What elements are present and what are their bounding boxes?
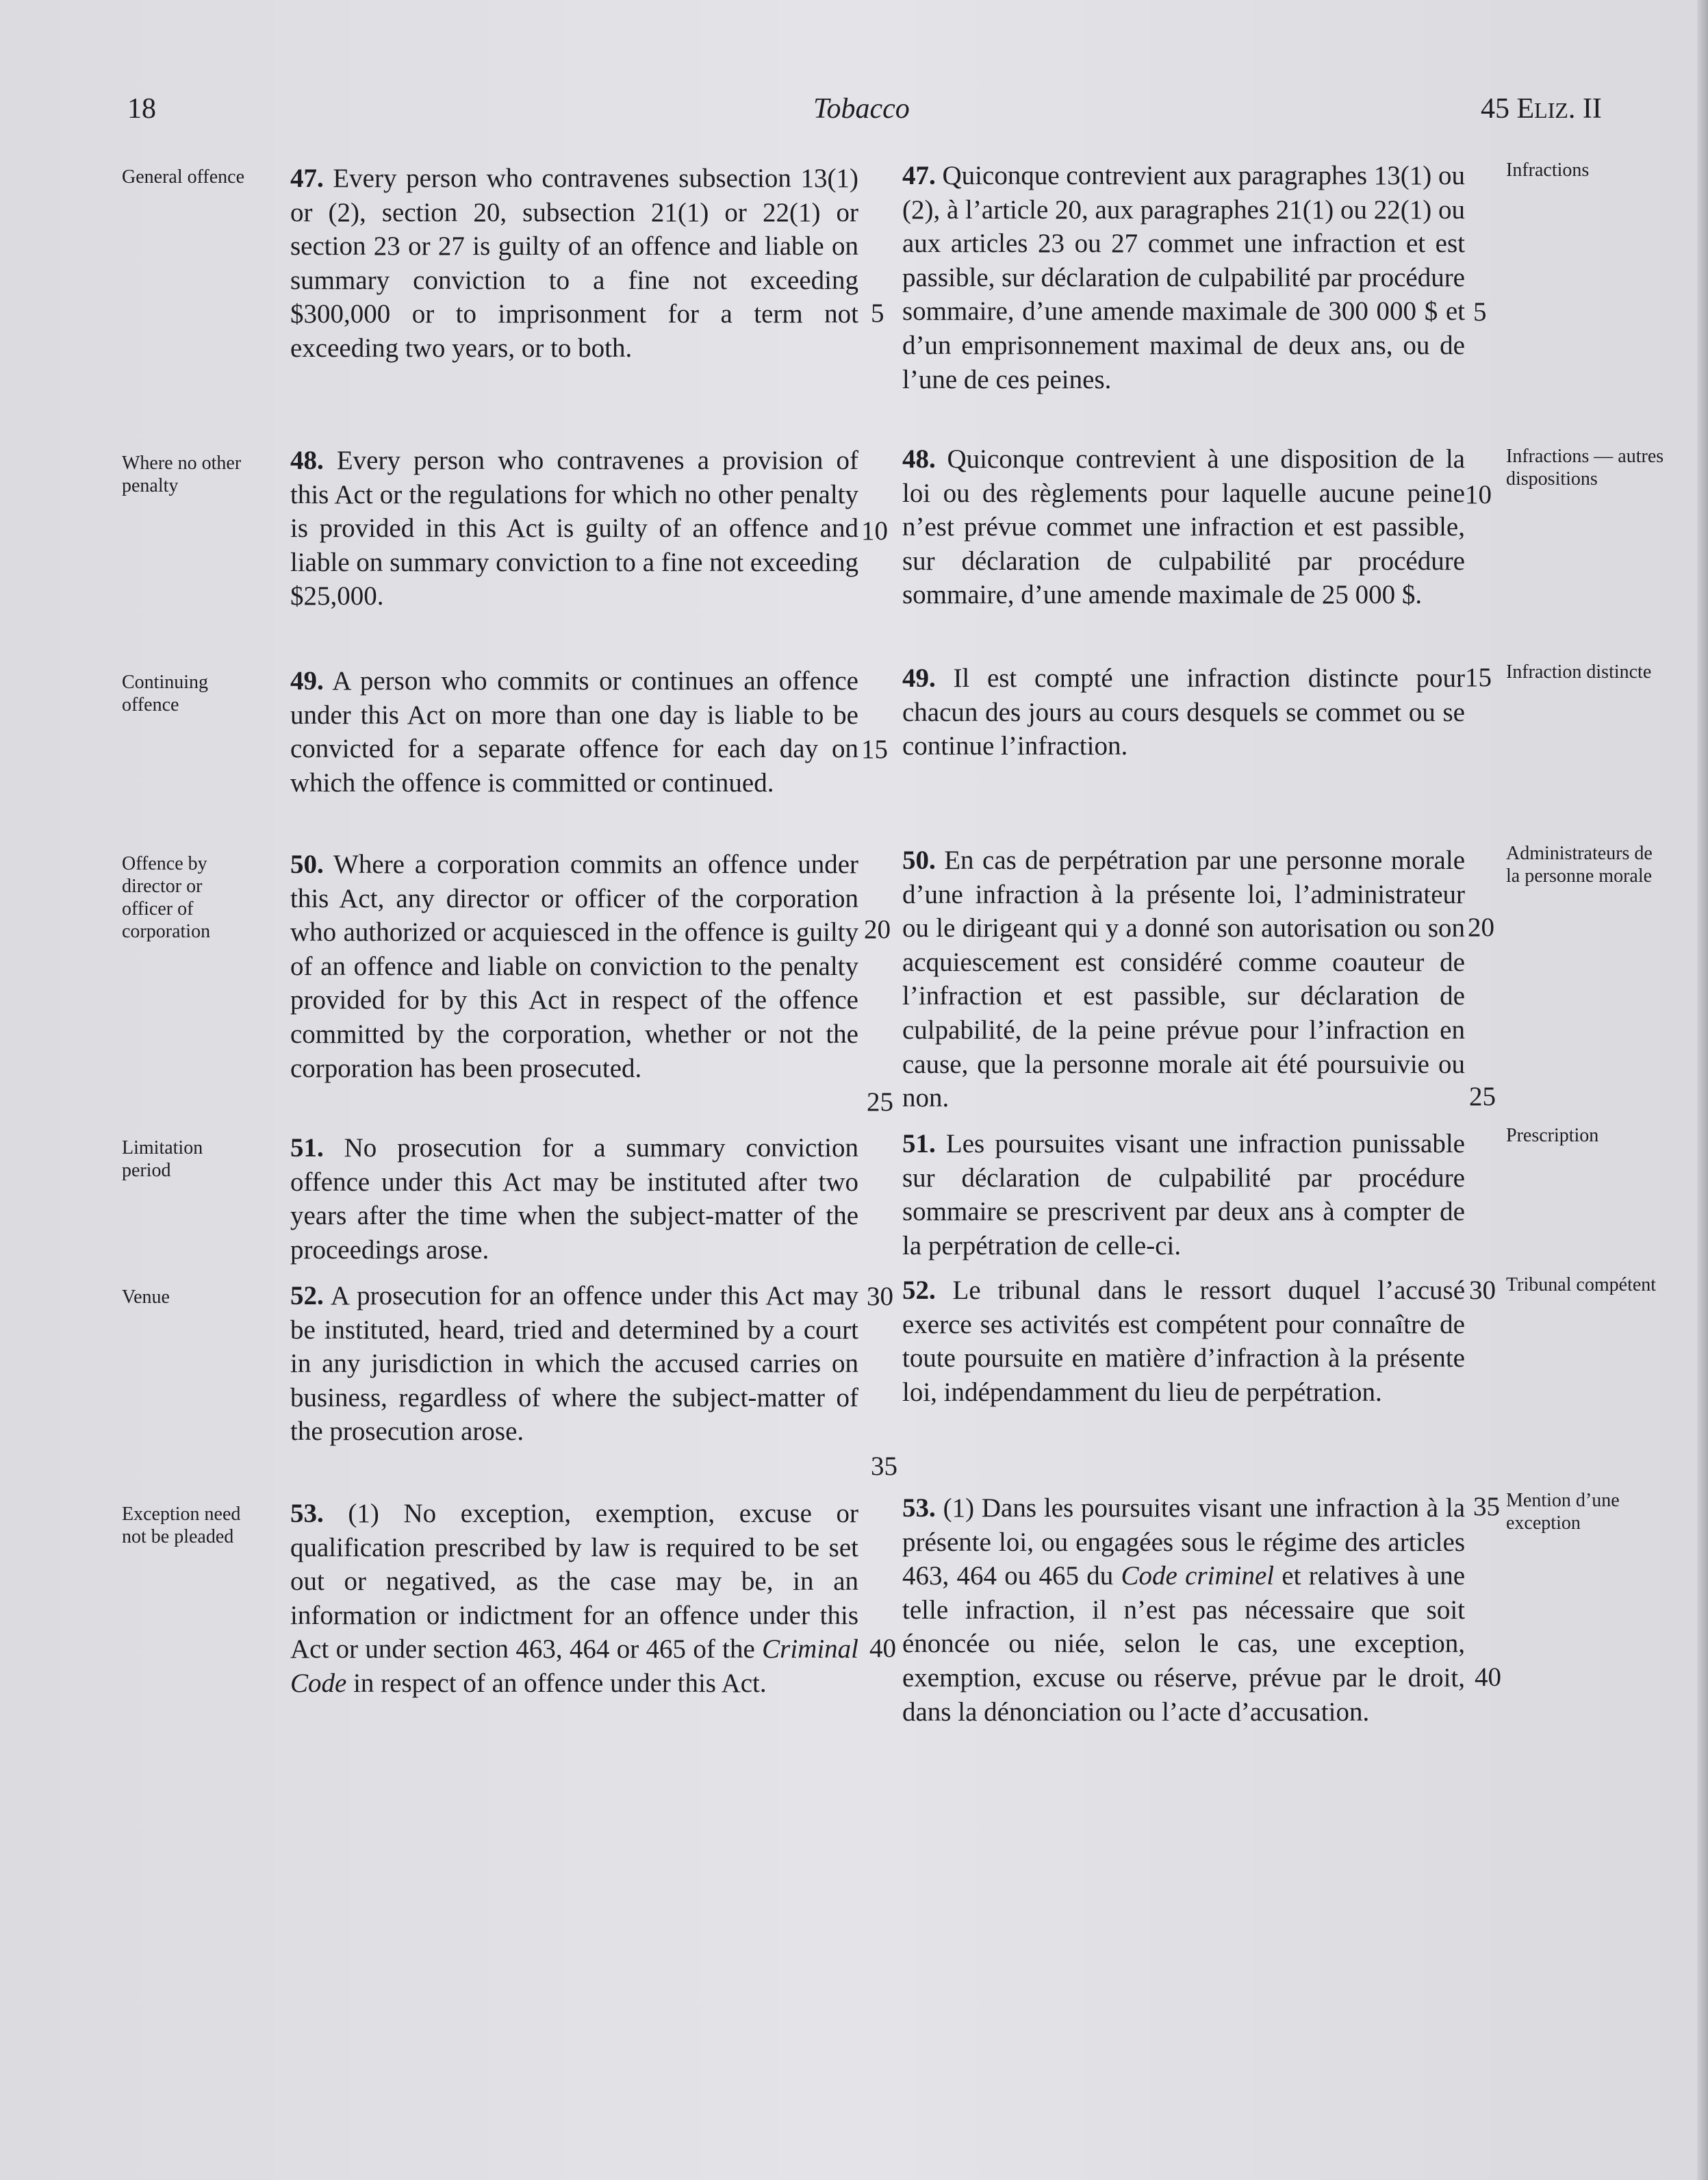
line-number-en: 40 [869,1634,896,1663]
section-50-fr [902,844,1465,1115]
line-number-en: 25 [867,1087,893,1117]
page-number: 18 [127,93,156,125]
section-text: Every person who contravenes a provision of this Act or the regulations for which no other penalty is provided in this Act is guilty of an offence and liable on summary conviction to a fine not exceeding $25,000. [290,446,858,611]
running-title: Tobacco [813,93,910,125]
section-number: 48. [290,446,324,475]
section-51-en [290,1131,858,1267]
marginal-note-fr-50: Administrateurs de la personne morale [1506,843,1653,887]
section-number: 52. [902,1276,936,1305]
section-number: 51. [290,1133,324,1163]
marginal-note-fr-53: Mention d’une exception [1506,1490,1620,1534]
section-number: 49. [902,663,936,693]
marginal-note-fr-52: Tribunal compétent [1506,1274,1657,1295]
line-number-fr: 10 [1465,480,1492,509]
marginal-note-en-48: Where no other penalty [122,453,242,496]
section-number: 48. [902,444,936,474]
section-text: No prosecution for a summary conviction offence under this Act may be instituted after two years after the time when the subject-matter of the proceedings arose. [290,1133,858,1265]
section-51-fr [902,1127,1465,1263]
section-text: Les poursuites visant une infraction punissable sur déclaration de culpabilité par procédure sommaire se prescrivent par deux ans à compter de la perpétration de celle-ci. [902,1129,1465,1260]
marginal-note-fr-47: Infractions [1506,160,1590,181]
line-number-fr: 20 [1468,913,1494,942]
line-number-fr: 40 [1475,1662,1501,1692]
section-number: 51. [902,1129,936,1158]
section-text: Quiconque contrevient aux paragraphes 13(1) ou (2), à l’article 20, aux paragraphes 21(1) ou 22(1) ou aux articles 23 ou 27 commet une infraction et est passible, sur déclaration de culpabilité par procédure sommaire, d’une amende maximale de 300 000 $ et d’un emprisonnement maximal de deux ans, ou de l’une de ces peines. [902,161,1465,394]
section-48-en [290,444,858,613]
line-number-fr: 5 [1473,297,1487,327]
regnal-e: E [1516,93,1535,125]
section-text: Every person who contravenes subsection 13(1) or (2), section 20, subsection 21(1) or 22(1) or section 23 or 27 is guilty of an offence and liable on summary conviction to a fine not exceeding $300,000 or to imprisonment for a term not exceeding two years, or to both. [290,164,858,363]
line-number-fr: 35 [1473,1492,1500,1521]
section-text: Il est compté une infraction distincte pour chacun des jours au cours desquels se commet ou se continue l’infraction. [902,663,1465,761]
marginal-note-fr-49: Infraction distincte [1506,661,1652,683]
section-52-en [290,1279,858,1449]
marginal-note-en-49: Continuing offence [122,672,209,715]
line-number-fr: 15 [1465,663,1492,692]
line-number-en: 30 [867,1282,893,1311]
regnal-liz: LIZ [1534,98,1568,123]
marginal-note-en-50: Offence by director or officer of corporation [122,853,211,942]
section-53-en [290,1497,858,1701]
regnal-number: 45 [1481,93,1509,125]
section-number: 50. [902,846,936,875]
marginal-note-en-51: Limitation period [122,1137,203,1181]
marginal-note-fr-51: Prescription [1506,1125,1599,1146]
regnal-year [1481,94,1602,123]
section-50-en [290,848,858,1085]
line-number-en: 5 [871,299,884,328]
marginal-note-fr-48: Infractions — autres dispositions [1506,446,1664,490]
marginal-note-en-52: Venue [122,1287,170,1308]
line-number-en: 20 [864,915,891,944]
section-47-fr [902,159,1465,396]
section-text: Le tribunal dans le ressort duquel l’accusé exerce ses activités est compétent pour connaître de toute poursuite en matière d’infraction à la présente loi, indépendamment du lieu de perpétration. [902,1276,1465,1407]
section-number: 50. [290,850,324,879]
section-text: Where a corporation commits an offence under this Act, any director or officer of the corporation who authorized or acquiesced in the offence is guilty of an offence and liable on conviction to the penalty provided for by this Act in respect of the offence committed by the corporation, whether or not the corporation has been prosecuted. [290,850,859,1083]
section-number: 52. [290,1281,324,1310]
line-number-en: 15 [861,735,888,764]
section-49-en [290,664,858,800]
section-text-part-b: et relatives à une telle infraction, il n’est pas nécessaire que soit énoncée ou niée, selon le cas, une exception, exemption, excuse ou réserve, prévue par le droit, dans la dénonciation ou l’acte d’accusation. [902,1561,1466,1727]
section-text-part-a: (1) No exception, exemption, excuse or qualification prescribed by law is required to be set out or negatived, as the case may be, in an information or indictment for an offence under this Act or under section 463, 464 or 465 of the [290,1499,859,1664]
line-number-en: 35 [871,1452,897,1481]
section-number: 53. [290,1499,324,1528]
regnal-suffix: . II [1568,93,1602,125]
line-number-fr: 25 [1469,1082,1496,1111]
section-text: A person who commits or continues an offence under this Act on more than one day is liable to be convicted for a separate offence for each day on which the offence is committed or continued. [290,666,858,798]
section-52-fr [902,1273,1465,1409]
section-text: En cas de perpétration par une personne morale d’une infraction à la présente loi, l’administrateur ou le dirigeant qui y a donné son autorisation ou son acquiescement est considéré comme coauteur de l’infraction et est passible, sur déclaration de culpabilité, de la peine prévue pour l’infraction en cause, que la personne morale ait été poursuivie ou non. [902,846,1465,1113]
section-text: Quiconque contrevient à une disposition de la loi ou des règlements pour laquelle aucune peine n’est prévue commet une infraction et est passible, sur déclaration de culpabilité par procédure sommaire, d’une amende maximale de 25 000 $. [902,444,1465,610]
section-47-en [290,162,858,366]
section-49-fr [902,661,1465,763]
section-53-fr [902,1491,1465,1729]
section-text-part-b: in respect of an offence under this Act. [353,1668,767,1698]
line-number-fr: 30 [1469,1276,1496,1305]
marginal-note-en-47: General offence [122,166,245,188]
section-number: 49. [290,666,324,696]
statute-reference: Code criminel [1121,1561,1275,1591]
page-edge-shadow [1697,0,1708,2180]
statute-reference: Criminal Code [290,1634,859,1698]
section-number: 47. [902,161,936,190]
section-48-fr [902,442,1465,612]
line-number-en: 10 [861,516,888,546]
section-text-part-a: (1) Dans les poursuites visant une infraction à la présente loi, ou engagées sous le régime des articles 463, 464 ou 465 du [902,1493,1465,1591]
section-text: A prosecution for an offence under this Act may be instituted, heard, tried and determined by a court in any jurisdiction in which the accused carries on business, regardless of where the subject-matter of the prosecution arose. [290,1281,858,1447]
section-number: 47. [290,164,324,193]
section-number: 53. [902,1493,936,1523]
marginal-note-en-53: Exception need not be pleaded [122,1504,241,1547]
